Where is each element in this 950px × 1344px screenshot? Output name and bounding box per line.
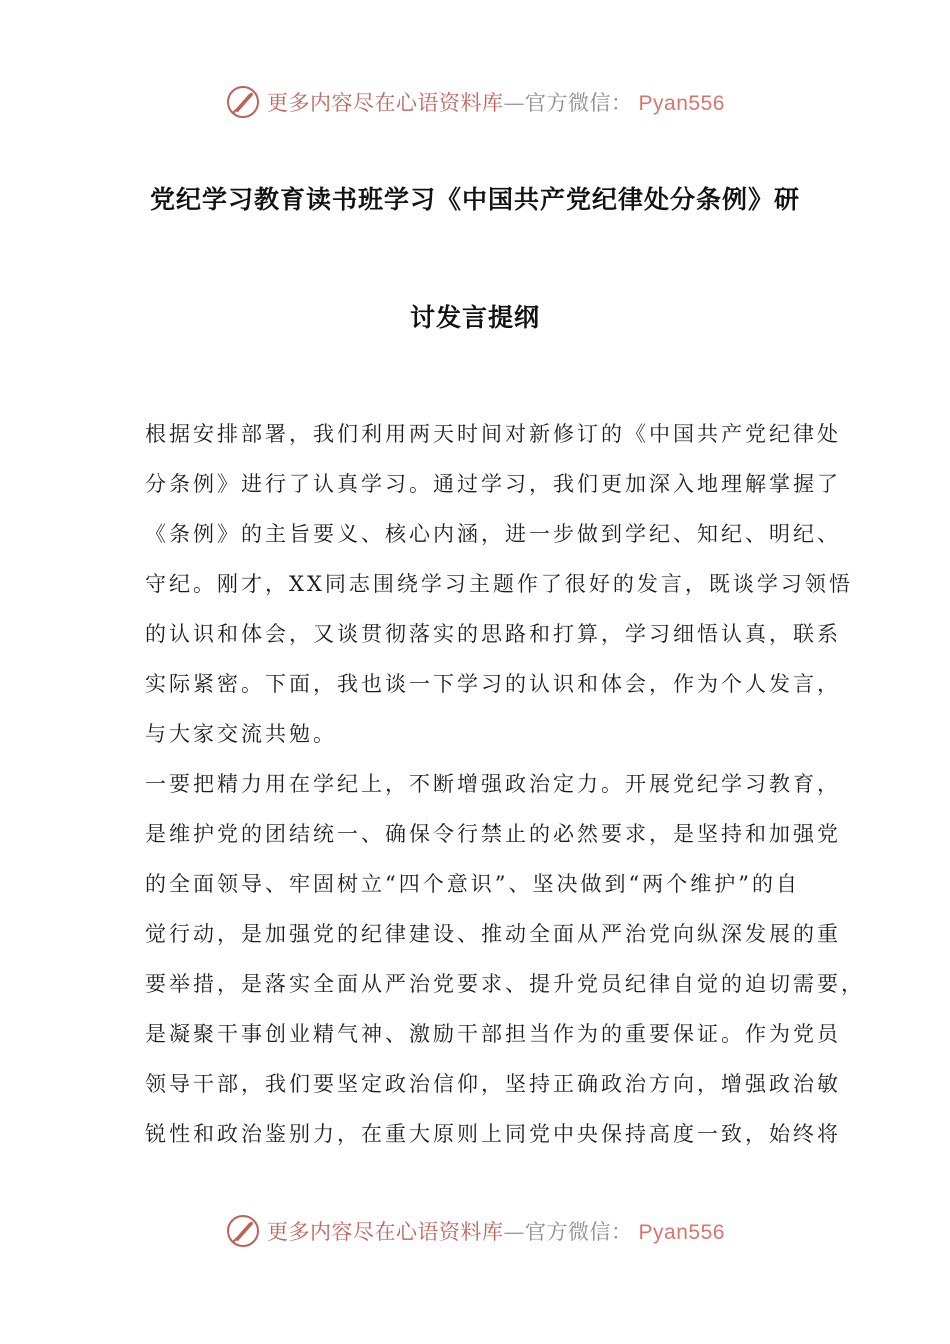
body-line: 一要把精力用在学纪上，不断增强政治定力。开展党纪学习教育，	[145, 772, 841, 796]
body-line: 守纪。刚才，XX同志围绕学习主题作了很好的发言，既谈学习领悟	[145, 572, 853, 596]
body-line: 是维护党的团结统一、确保令行禁止的必然要求，是坚持和加强党	[145, 822, 841, 846]
body-line: 分条例》进行了认真学习。通过学习，我们更加深入地理解掌握了	[145, 472, 841, 496]
watermark-separator: —	[503, 91, 526, 115]
watermark-wechat-id: Pyan556	[638, 1221, 725, 1244]
document-title-line-2: 讨发言提纲	[409, 303, 540, 332]
body-line: 的全面领导、牢固树立“四个意识”、坚决做到“两个维护”的自	[145, 872, 800, 896]
body-line: 领导干部，我们要坚定政治信仰，坚持正确政治方向，增强政治敏	[145, 1072, 841, 1096]
footer-watermark	[0, 1209, 950, 1253]
body-line: 的认识和体会，又谈贯彻落实的思路和打算，学习细悟认真，联系	[145, 622, 841, 646]
quill-pen-logo-icon	[225, 1213, 261, 1249]
body-line: 实际紧密。下面，我也谈一下学习的认识和体会，作为个人发言，	[145, 672, 841, 696]
document-body	[145, 414, 865, 1164]
watermark-wechat-label: 官方微信：	[525, 91, 633, 115]
document-title-line-1: 党纪学习教育读书班学习《中国共产党纪律处分条例》研	[149, 185, 800, 214]
watermark-separator: —	[503, 1220, 526, 1244]
body-line: 要举措，是落实全面从严治党要求、提升党员纪律自觉的迫切需要，	[145, 972, 865, 996]
body-line: 《条例》的主旨要义、核心内涵，进一步做到学纪、知纪、明纪、	[145, 522, 841, 546]
body-line: 锐性和政治鉴别力，在重大原则上同党中央保持高度一致，始终将	[145, 1122, 841, 1146]
body-line: 与大家交流共勉。	[145, 722, 337, 746]
header-watermark	[0, 80, 950, 124]
body-line: 是凝聚干事创业精气神、激励干部担当作为的重要保证。作为党员	[145, 1022, 841, 1046]
watermark-text	[267, 87, 725, 117]
body-line: 根据安排部署，我们利用两天时间对新修订的《中国共产党纪律处	[145, 422, 841, 446]
quill-pen-logo-icon	[225, 84, 261, 120]
watermark-wechat-id: Pyan556	[638, 92, 725, 115]
watermark-wechat-label: 官方微信：	[525, 1220, 633, 1244]
watermark-text	[267, 1216, 725, 1246]
watermark-main: 更多内容尽在心语资料库	[267, 1220, 504, 1244]
watermark-main: 更多内容尽在心语资料库	[267, 91, 504, 115]
body-line: 觉行动，是加强党的纪律建设、推动全面从严治党向纵深发展的重	[145, 922, 841, 946]
